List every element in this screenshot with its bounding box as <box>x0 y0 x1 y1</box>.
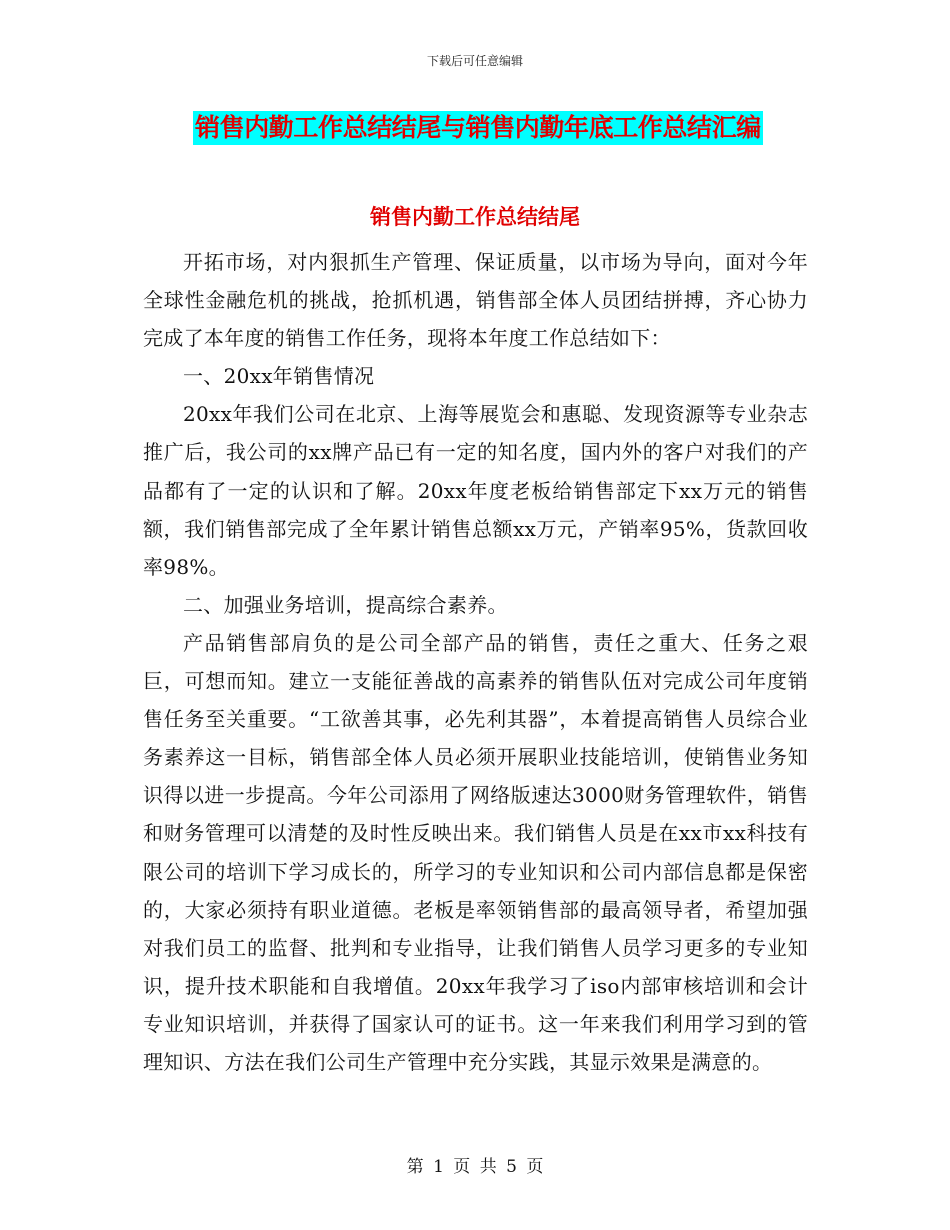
paragraph-training: 产品销售部肩负的是公司全部产品的销售，责任之重大、任务之艰巨，可想而知。建立一支能征善战的高素养的销售队伍对完成公司年度销售任务至关重要。“工欲善其事，必先利其器”，本着提高销售人员综合业务素养这一目标，销售部全体人员必须开展职业技能培训，使销售业务知识得以进一步提高。今年公司添用了网络版速达3000财务管理软件，销售和财务管理可以清楚的及时性反映出来。我们销售人员是在xx市xx科技有限公司的培训下学习成长的，所学习的专业知识和公司内部信息都是保密的，大家必须持有职业道德。老板是率领销售部的最高领导者，希望加强对我们员工的监督、批判和专业指导，让我们销售人员学习更多的专业知识，提升技术职能和自我增值。20xx年我学习了iso内部审核培训和会计专业知识培训，并获得了国家认可的证书。这一年来我们利用学习到的管理知识、方法在我们公司生产管理中充分实践，其显示效果是满意的。 <box>143 630 808 1074</box>
paragraph-intro: 开拓市场，对内狠抓生产管理、保证质量，以市场为导向，面对今年全球性金融危机的挑战，抢抓机遇，销售部全体人员团结拼搏，齐心协力完成了本年度的销售工作任务，现将本年度工作总结如下： <box>143 250 808 351</box>
document-title: 销售内勤工作总结结尾与销售内勤年底工作总结汇编 <box>193 111 763 145</box>
section-title: 销售内勤工作总结结尾 <box>370 205 580 229</box>
body-content <box>143 243 808 1081</box>
paragraph-sales-situation: 20xx年我们公司在北京、上海等展览会和惠聪、发现资源等专业杂志推广后，我公司的xx牌产品已有一定的知名度，国内外的客户对我们的产品都有了一定的认识和了解。20xx年度老板给销售部定下xx万元的销售额，我们销售部完成了全年累计销售总额xx万元，产销率95%，货款回收率98%。 <box>143 402 808 579</box>
page-number: 第 1 页 共 5 页 <box>406 1157 544 1177</box>
header-note: 下载后可任意编辑 <box>426 54 523 68</box>
heading-training: 二、加强业务培训，提高综合素养。 <box>183 592 508 617</box>
heading-sales-situation: 一、20xx年销售情况 <box>183 364 375 389</box>
